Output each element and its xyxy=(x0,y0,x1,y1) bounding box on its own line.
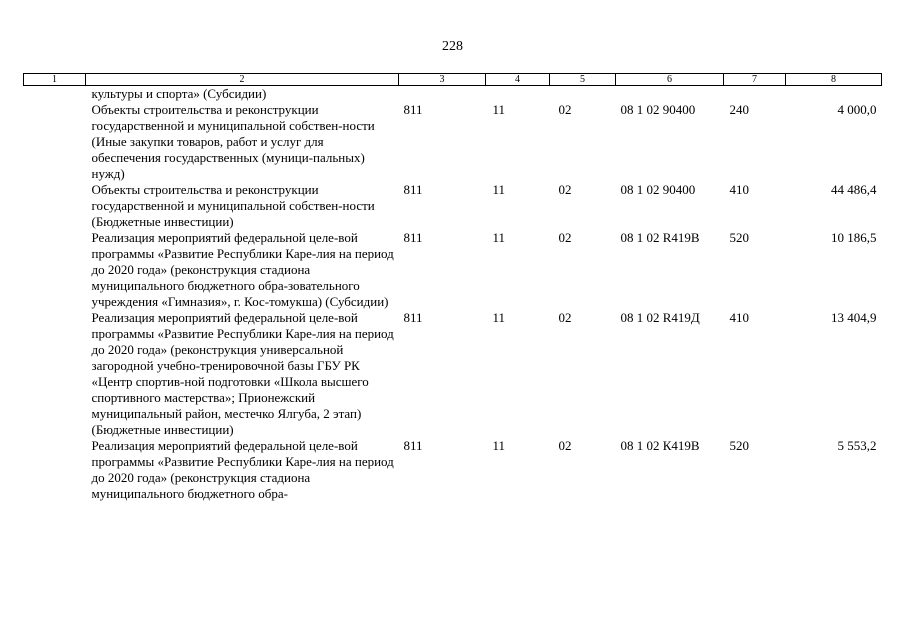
row-csr-cell: 08 1 02 90400 xyxy=(620,102,696,117)
row-csr-cell xyxy=(616,86,724,103)
row-pr-cell: 02 xyxy=(558,438,572,453)
row-sum-cell: 44 486,4 xyxy=(831,182,877,197)
row-pr-cell xyxy=(550,86,616,103)
row-vr-cell: 410 xyxy=(729,310,749,325)
row-rz-cell: 11 xyxy=(492,438,506,453)
row-name-cell: Объекты строительства и реконструкции государственной и муниципальной собствен-ности (Иные закупки товаров, работ и услуг для обеспечения государственных (муници-пальных) нужд) xyxy=(91,102,375,181)
column-header-1: 1 xyxy=(24,74,86,86)
row-pr-cell: 02 xyxy=(558,102,572,117)
row-csr-cell: 08 1 02 R419Д xyxy=(620,310,700,325)
row-name-cell: Реализация мероприятий федеральной целе-вой программы «Развитие Республики Каре-лия на период до 2020 года» (реконструкция универсальной загородной учебно-тренировочной базы ГБУ РК «Центр спортив-ной подготовки «Школа высшего спортивного мастерства»; Прионежский муниципальный район, местечко Ялгуба, 2 этап) (Бюджетные инвестиции) xyxy=(91,310,394,437)
budget-table xyxy=(23,73,882,502)
row-sum-cell: 5 553,2 xyxy=(837,438,877,453)
column-header-3: 3 xyxy=(399,74,486,86)
page-number: 228 xyxy=(442,39,463,54)
row-csr-cell: 08 1 02 R419В xyxy=(620,230,700,245)
row-rz-cell xyxy=(486,86,550,103)
row-rz-cell: 11 xyxy=(492,182,506,197)
row-rz-cell: 11 xyxy=(492,102,506,117)
column-header-6: 6 xyxy=(616,74,724,86)
row-vr-cell: 520 xyxy=(729,230,749,245)
row-blank-cell xyxy=(24,102,86,182)
row-vr-cell: 410 xyxy=(729,182,749,197)
row-gr-cell xyxy=(399,86,486,103)
row-gr-cell: 811 xyxy=(403,438,423,453)
row-sum-cell: 13 404,9 xyxy=(831,310,877,325)
column-header-8: 8 xyxy=(786,74,882,86)
row-vr-cell: 520 xyxy=(729,438,749,453)
row-csr-cell: 08 1 02 К419В xyxy=(620,438,700,453)
row-gr-cell: 811 xyxy=(403,230,423,245)
row-name-cell: Реализация мероприятий федеральной целе-вой программы «Развитие Республики Каре-лия на период до 2020 года» (реконструкция стадиона муниципального бюджетного обра- xyxy=(91,438,394,501)
row-blank-cell xyxy=(24,438,86,502)
table-row xyxy=(24,102,882,182)
row-sum-cell: 4 000,0 xyxy=(837,102,877,117)
row-pr-cell: 02 xyxy=(558,182,572,197)
column-header-4: 4 xyxy=(486,74,550,86)
row-rz-cell: 11 xyxy=(492,310,506,325)
row-csr-cell: 08 1 02 90400 xyxy=(620,182,696,197)
table-row xyxy=(24,310,882,438)
row-sum-cell xyxy=(786,86,882,103)
row-name-cell: Объекты строительства и реконструкции государственной и муниципальной собствен-ности (Бюджетные инвестиции) xyxy=(91,182,375,229)
row-blank-cell xyxy=(24,86,86,103)
row-blank-cell xyxy=(24,182,86,230)
table-row xyxy=(24,438,882,502)
row-rz-cell: 11 xyxy=(492,230,506,245)
row-sum-cell: 10 186,5 xyxy=(831,230,877,245)
row-gr-cell: 811 xyxy=(403,102,423,117)
row-gr-cell: 811 xyxy=(403,182,423,197)
row-blank-cell xyxy=(24,230,86,310)
row-vr-cell: 240 xyxy=(729,102,749,117)
table-row xyxy=(24,230,882,310)
row-vr-cell xyxy=(724,86,786,103)
column-number-row xyxy=(24,74,882,86)
row-name-cell: Реализация мероприятий федеральной целе-вой программы «Развитие Республики Каре-лия на период до 2020 года» (реконструкция стадиона муниципального бюджетного обра-зовательного учреждения «Гимназия», г. Кос-томукша) (Субсидии) xyxy=(91,230,394,309)
column-header-7: 7 xyxy=(724,74,786,86)
row-gr-cell: 811 xyxy=(403,310,423,325)
table-row xyxy=(24,86,882,103)
column-header-5: 5 xyxy=(550,74,616,86)
row-blank-cell xyxy=(24,310,86,438)
table-row xyxy=(24,182,882,230)
column-header-2: 2 xyxy=(86,74,399,86)
row-pr-cell: 02 xyxy=(558,230,572,245)
row-name-cell: культуры и спорта» (Субсидии) xyxy=(91,86,267,101)
row-pr-cell: 02 xyxy=(558,310,572,325)
